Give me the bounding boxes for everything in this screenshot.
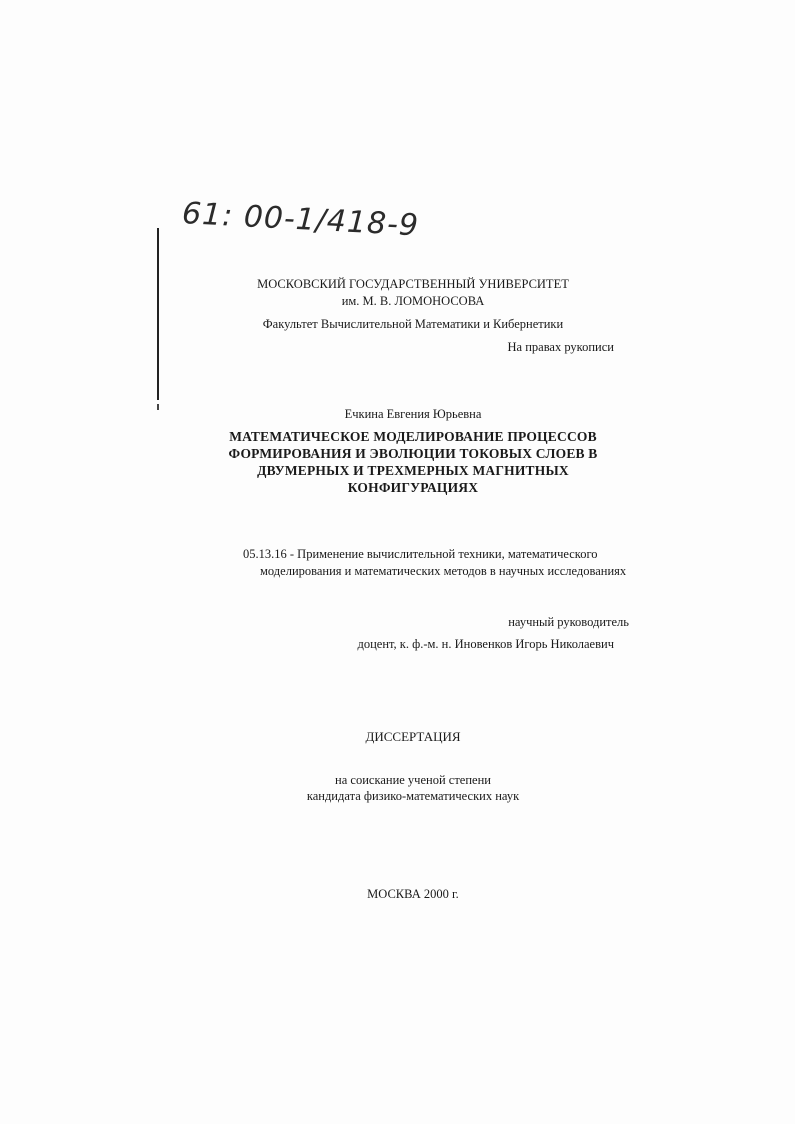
manuscript-rights: На правах рукописи bbox=[507, 340, 614, 354]
supervisor-label: научный руководитель bbox=[508, 615, 629, 629]
place-year: МОСКВА 2000 г. bbox=[367, 887, 459, 901]
supervisor: доцент, к. ф.-м. н. Иновенков Игорь Николаевич bbox=[357, 637, 614, 651]
author: Ечкина Евгения Юрьевна bbox=[344, 407, 482, 421]
degree-line-1: на соискание ученой степени bbox=[335, 773, 491, 787]
document-type: ДИССЕРТАЦИЯ bbox=[365, 729, 461, 744]
university-name: им. М. В. ЛОМОНОСОВА bbox=[341, 294, 485, 308]
specialty-line-1: 05.13.16 - Применение вычислительной техники, математического bbox=[243, 547, 598, 561]
handwritten-code: 61: 00-1/418-9 bbox=[181, 196, 420, 244]
specialty-line-2: моделирования и математических методов в научных исследованиях bbox=[260, 564, 627, 578]
university: МОСКОВСКИЙ ГОСУДАРСТВЕННЫЙ УНИВЕРСИТЕТ bbox=[257, 277, 569, 291]
degree-line-2: кандидата физико-математических наук bbox=[306, 789, 520, 803]
thesis-title-line-1: МАТЕМАТИЧЕСКОЕ МОДЕЛИРОВАНИЕ ПРОЦЕССОВ bbox=[229, 429, 597, 444]
thesis-title-line-2: ФОРМИРОВАНИЯ И ЭВОЛЮЦИИ ТОКОВЫХ СЛОЕВ В bbox=[228, 446, 598, 461]
thesis-title-line-4: КОНФИГУРАЦИЯХ bbox=[347, 480, 479, 495]
scan-edge-line bbox=[157, 228, 159, 400]
faculty: Факультет Вычислительной Математики и Кибернетики bbox=[262, 317, 564, 331]
thesis-title-line-3: ДВУМЕРНЫХ И ТРЕХМЕРНЫХ МАГНИТНЫХ bbox=[257, 463, 569, 478]
